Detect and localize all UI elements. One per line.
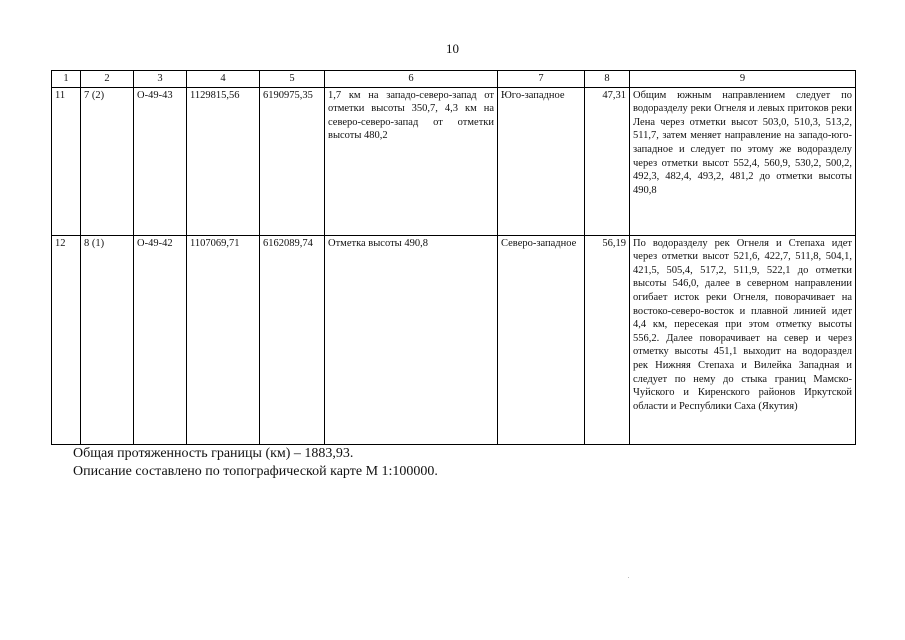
description-cell: По водоразделу рек Огнеля и Степаха идет через отметки высот 521,6, 422,7, 511,8, 504,1, 421,5, 505,4, 517,2, 511,9, 522,1 до отметки высоты 546,0, далее в северном направлении огибает исток реки Огнеля, поворачивает на востоко-северо-восток и плавной линией идет 4,4 км, пересекая при этом отметку высоты 556,2. Далее поворачивает на север и через отметку высоты 451,1 выходит на водораздел рек Нижняя Степаха и Вилейка Западная и следует по нему до стыка границ Мамско-Чуйского и Киренского районов Иркутской области и Республики Саха (Якутия) (630, 235, 856, 444)
scan-speck (628, 577, 629, 578)
location-cell: Отметка высоты 490,8 (325, 235, 498, 444)
boundary-table (51, 70, 856, 445)
column-header: 7 (498, 71, 585, 88)
column-header: 3 (134, 71, 187, 88)
page-number: 10 (446, 41, 459, 56)
column-header: 6 (325, 71, 498, 88)
x-coordinate-cell: 1107069,71 (187, 235, 260, 444)
table-row (52, 87, 856, 235)
table-row (52, 235, 856, 444)
x-coordinate-cell: 1129815,56 (187, 87, 260, 235)
row-number: 11 (52, 87, 81, 235)
description-cell: Общим южным направлением следует по водоразделу реки Огнеля и левых притоков реки Лена через отметки высот 503,0, 510,3, 513,2, 511,7, затем меняет направление на западо-юго-западное и следует по этому же водоразделу через отметки высот 552,4, 560,9, 530,2, 500,2, 492,3, 482,4, 493,2, 481,2 до отметки высоты 490,8 (630, 87, 856, 235)
row-number: 12 (52, 235, 81, 444)
column-header: 8 (585, 71, 630, 88)
column-header: 2 (81, 71, 134, 88)
column-header: 1 (52, 71, 81, 88)
direction-cell: Юго-западное (498, 87, 585, 235)
length-cell: 56,19 (585, 235, 630, 444)
column-header: 4 (187, 71, 260, 88)
map-source-note: Описание составлено по топографической карте М 1:100000. (73, 464, 438, 479)
column-header: 5 (260, 71, 325, 88)
map-sheet-cell: О-49-43 (134, 87, 187, 235)
location-cell: 1,7 км на западо-северо-запад от отметки высоты 350,7, 4,3 км на северо-северо-запад от отметки высоты 480,2 (325, 87, 498, 235)
y-coordinate-cell: 6162089,74 (260, 235, 325, 444)
direction-cell: Северо-западное (498, 235, 585, 444)
total-length-note: Общая протяженность границы (км) – 1883,93. (73, 446, 354, 461)
point-cell: 7 (2) (81, 87, 134, 235)
length-cell: 47,31 (585, 87, 630, 235)
y-coordinate-cell: 6190975,35 (260, 87, 325, 235)
map-sheet-cell: О-49-42 (134, 235, 187, 444)
point-cell: 8 (1) (81, 235, 134, 444)
header-row (52, 71, 856, 88)
column-header: 9 (630, 71, 856, 88)
